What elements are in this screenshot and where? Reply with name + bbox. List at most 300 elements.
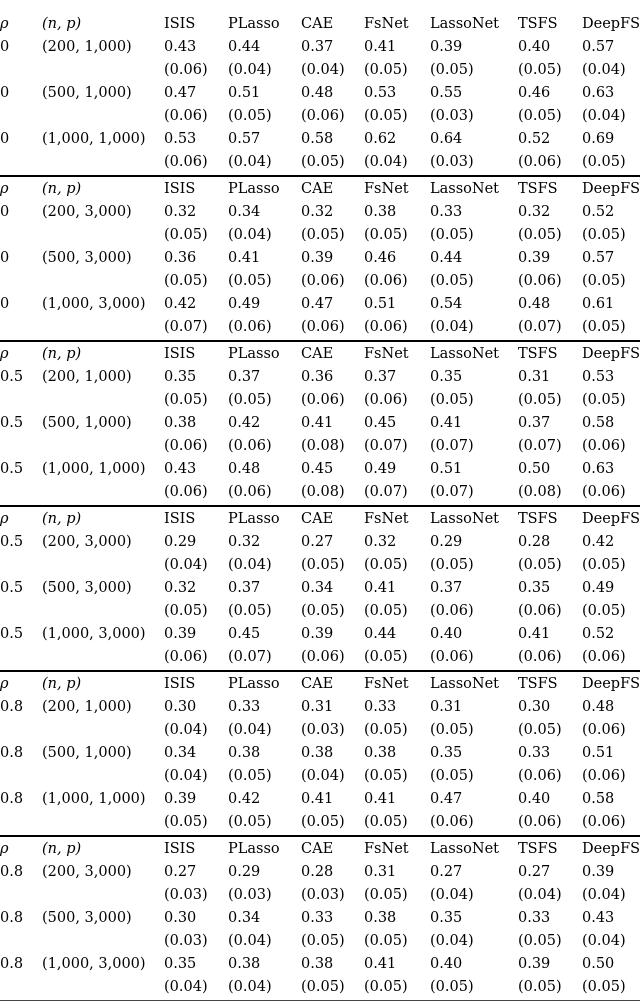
lassonet-mean-cell: 0.35 [430, 745, 463, 761]
header-plasso: PLasso [228, 346, 280, 362]
rho-cell: 0.5 [0, 626, 24, 642]
lassonet-mean-cell: 0.35 [430, 910, 463, 926]
fsnet-mean-cell: 0.41 [364, 791, 397, 807]
fsnet-sd-cell: (0.05) [364, 108, 408, 124]
isis-mean-cell: 0.29 [164, 534, 197, 550]
isis-sd-cell: (0.06) [164, 108, 208, 124]
table-row [0, 366, 640, 388]
header-cae: CAE [301, 841, 334, 857]
plasso-sd-cell: (0.03) [228, 887, 272, 903]
plasso-sd-cell: (0.04) [228, 722, 272, 738]
cae-mean-cell: 0.36 [301, 369, 334, 385]
cae-sd-cell: (0.08) [301, 438, 345, 454]
fsnet-sd-cell: (0.05) [364, 557, 408, 573]
fsnet-sd-cell: (0.05) [364, 649, 408, 665]
fsnet-mean-cell: 0.44 [364, 626, 397, 642]
lassonet-mean-cell: 0.51 [430, 461, 463, 477]
plasso-sd-cell: (0.05) [228, 768, 272, 784]
plasso-sd-cell: (0.06) [228, 484, 272, 500]
fsnet-mean-cell: 0.41 [364, 580, 397, 596]
deepfs-sd-cell: (0.04) [582, 108, 626, 124]
table-sd-row [0, 719, 640, 741]
isis-mean-cell: 0.47 [164, 85, 197, 101]
isis-sd-cell: (0.05) [164, 392, 208, 408]
isis-sd-cell: (0.06) [164, 62, 208, 78]
fsnet-mean-cell: 0.38 [364, 910, 397, 926]
fsnet-mean-cell: 0.41 [364, 956, 397, 972]
plasso-mean-cell: 0.48 [228, 461, 261, 477]
deepfs-sd-cell: (0.05) [582, 227, 626, 243]
table-sd-row [0, 976, 640, 998]
tsfs-mean-cell: 0.32 [518, 204, 551, 220]
table-sd-row [0, 435, 640, 457]
rho-cell: 0.8 [0, 745, 24, 761]
fsnet-mean-cell: 0.45 [364, 415, 397, 431]
fsnet-sd-cell: (0.04) [364, 154, 408, 170]
isis-mean-cell: 0.38 [164, 415, 197, 431]
tsfs-mean-cell: 0.35 [518, 580, 551, 596]
isis-sd-cell: (0.04) [164, 722, 208, 738]
plasso-sd-cell: (0.05) [228, 108, 272, 124]
plasso-mean-cell: 0.37 [228, 369, 261, 385]
deepfs-sd-cell: (0.05) [582, 979, 626, 995]
tsfs-mean-cell: 0.28 [518, 534, 551, 550]
fsnet-sd-cell: (0.05) [364, 933, 408, 949]
rho-cell: 0.5 [0, 415, 24, 431]
cae-sd-cell: (0.03) [301, 887, 345, 903]
fsnet-mean-cell: 0.31 [364, 864, 397, 880]
cae-mean-cell: 0.45 [301, 461, 334, 477]
rho-cell: 0.8 [0, 910, 24, 926]
np-cell: (200, 3,000) [42, 534, 132, 550]
header-isis: ISIS [164, 181, 196, 197]
deepfs-mean-cell: 0.63 [582, 85, 615, 101]
lassonet-mean-cell: 0.27 [430, 864, 463, 880]
cae-mean-cell: 0.31 [301, 699, 334, 715]
lassonet-sd-cell: (0.07) [430, 484, 474, 500]
tsfs-sd-cell: (0.05) [518, 722, 562, 738]
lassonet-mean-cell: 0.31 [430, 699, 463, 715]
isis-sd-cell: (0.05) [164, 273, 208, 289]
header-plasso: PLasso [228, 16, 280, 32]
table-sd-row [0, 646, 640, 668]
tsfs-mean-cell: 0.40 [518, 39, 551, 55]
deepfs-sd-cell: (0.04) [582, 933, 626, 949]
fsnet-mean-cell: 0.49 [364, 461, 397, 477]
table-header-row [0, 178, 640, 200]
table-sd-row [0, 270, 640, 292]
np-cell: (500, 3,000) [42, 910, 132, 926]
cae-sd-cell: (0.05) [301, 979, 345, 995]
lassonet-mean-cell: 0.40 [430, 956, 463, 972]
plasso-sd-cell: (0.04) [228, 154, 272, 170]
tsfs-mean-cell: 0.46 [518, 85, 551, 101]
table-sd-row [0, 481, 640, 503]
table-sd-row [0, 151, 640, 173]
deepfs-sd-cell: (0.05) [582, 603, 626, 619]
lassonet-sd-cell: (0.05) [430, 768, 474, 784]
header-np: (n, p) [42, 841, 82, 857]
deepfs-sd-cell: (0.05) [582, 154, 626, 170]
isis-mean-cell: 0.27 [164, 864, 197, 880]
lassonet-mean-cell: 0.55 [430, 85, 463, 101]
deepfs-sd-cell: (0.06) [582, 814, 626, 830]
header-isis: ISIS [164, 676, 196, 692]
header-plasso: PLasso [228, 676, 280, 692]
header-tsfs: TSFS [518, 346, 558, 362]
isis-sd-cell: (0.03) [164, 887, 208, 903]
fsnet-sd-cell: (0.05) [364, 814, 408, 830]
header-tsfs: TSFS [518, 511, 558, 527]
rho-cell: 0 [0, 250, 10, 266]
rho-cell: 0.8 [0, 699, 24, 715]
header-lassonet: LassoNet [430, 346, 499, 362]
table-row [0, 458, 640, 480]
isis-mean-cell: 0.42 [164, 296, 197, 312]
cae-sd-cell: (0.04) [301, 768, 345, 784]
tsfs-mean-cell: 0.33 [518, 910, 551, 926]
lassonet-mean-cell: 0.47 [430, 791, 463, 807]
tsfs-mean-cell: 0.27 [518, 864, 551, 880]
lassonet-sd-cell: (0.05) [430, 227, 474, 243]
plasso-mean-cell: 0.41 [228, 250, 261, 266]
np-cell: (1,000, 3,000) [42, 956, 146, 972]
section-rule [0, 505, 640, 507]
plasso-mean-cell: 0.29 [228, 864, 261, 880]
table-sd-row [0, 105, 640, 127]
lassonet-mean-cell: 0.64 [430, 131, 463, 147]
plasso-mean-cell: 0.45 [228, 626, 261, 642]
cae-mean-cell: 0.58 [301, 131, 334, 147]
lassonet-sd-cell: (0.05) [430, 557, 474, 573]
fsnet-sd-cell: (0.05) [364, 62, 408, 78]
header-rho: ρ [0, 841, 9, 857]
header-np: (n, p) [42, 16, 82, 32]
cae-mean-cell: 0.48 [301, 85, 334, 101]
np-cell: (1,000, 1,000) [42, 791, 146, 807]
table-sd-row [0, 811, 640, 833]
plasso-mean-cell: 0.37 [228, 580, 261, 596]
tsfs-sd-cell: (0.05) [518, 979, 562, 995]
rho-cell: 0 [0, 85, 10, 101]
isis-mean-cell: 0.43 [164, 39, 197, 55]
deepfs-mean-cell: 0.39 [582, 864, 615, 880]
deepfs-mean-cell: 0.43 [582, 910, 615, 926]
table-sd-row [0, 765, 640, 787]
header-lassonet: LassoNet [430, 511, 499, 527]
isis-sd-cell: (0.06) [164, 154, 208, 170]
deepfs-mean-cell: 0.61 [582, 296, 615, 312]
isis-sd-cell: (0.05) [164, 603, 208, 619]
header-fsnet: FsNet [364, 511, 409, 527]
table-row [0, 201, 640, 223]
plasso-sd-cell: (0.04) [228, 62, 272, 78]
header-tsfs: TSFS [518, 841, 558, 857]
header-deepfs: DeepFS [582, 181, 640, 197]
np-cell: (500, 1,000) [42, 85, 132, 101]
lassonet-sd-cell: (0.03) [430, 154, 474, 170]
isis-mean-cell: 0.43 [164, 461, 197, 477]
cae-mean-cell: 0.41 [301, 415, 334, 431]
cae-sd-cell: (0.06) [301, 649, 345, 665]
table-row [0, 907, 640, 929]
plasso-mean-cell: 0.34 [228, 204, 261, 220]
fsnet-mean-cell: 0.38 [364, 745, 397, 761]
plasso-sd-cell: (0.05) [228, 273, 272, 289]
header-lassonet: LassoNet [430, 676, 499, 692]
cae-mean-cell: 0.39 [301, 626, 334, 642]
header-cae: CAE [301, 181, 334, 197]
tsfs-sd-cell: (0.08) [518, 484, 562, 500]
plasso-sd-cell: (0.06) [228, 319, 272, 335]
cae-sd-cell: (0.08) [301, 484, 345, 500]
table-row [0, 128, 640, 150]
deepfs-mean-cell: 0.57 [582, 39, 615, 55]
deepfs-mean-cell: 0.42 [582, 534, 615, 550]
tsfs-mean-cell: 0.50 [518, 461, 551, 477]
rho-cell: 0 [0, 204, 10, 220]
table-sd-row [0, 600, 640, 622]
cae-sd-cell: (0.05) [301, 933, 345, 949]
deepfs-sd-cell: (0.06) [582, 438, 626, 454]
cae-sd-cell: (0.06) [301, 108, 345, 124]
deepfs-sd-cell: (0.04) [582, 62, 626, 78]
header-lassonet: LassoNet [430, 181, 499, 197]
plasso-mean-cell: 0.38 [228, 745, 261, 761]
fsnet-mean-cell: 0.33 [364, 699, 397, 715]
isis-mean-cell: 0.30 [164, 699, 197, 715]
isis-sd-cell: (0.04) [164, 557, 208, 573]
isis-mean-cell: 0.36 [164, 250, 197, 266]
tsfs-mean-cell: 0.37 [518, 415, 551, 431]
lassonet-sd-cell: (0.06) [430, 603, 474, 619]
lassonet-sd-cell: (0.04) [430, 319, 474, 335]
section-rule [0, 340, 640, 342]
plasso-mean-cell: 0.49 [228, 296, 261, 312]
deepfs-mean-cell: 0.49 [582, 580, 615, 596]
deepfs-sd-cell: (0.06) [582, 722, 626, 738]
cae-sd-cell: (0.05) [301, 227, 345, 243]
fsnet-mean-cell: 0.41 [364, 39, 397, 55]
table-sd-row [0, 224, 640, 246]
table-row [0, 247, 640, 269]
fsnet-sd-cell: (0.06) [364, 273, 408, 289]
cae-sd-cell: (0.06) [301, 392, 345, 408]
table-row [0, 293, 640, 315]
header-deepfs: DeepFS [582, 676, 640, 692]
fsnet-sd-cell: (0.07) [364, 484, 408, 500]
deepfs-mean-cell: 0.57 [582, 250, 615, 266]
isis-mean-cell: 0.34 [164, 745, 197, 761]
fsnet-sd-cell: (0.05) [364, 227, 408, 243]
header-isis: ISIS [164, 16, 196, 32]
fsnet-mean-cell: 0.38 [364, 204, 397, 220]
header-fsnet: FsNet [364, 16, 409, 32]
isis-mean-cell: 0.53 [164, 131, 197, 147]
deepfs-mean-cell: 0.58 [582, 415, 615, 431]
deepfs-sd-cell: (0.06) [582, 649, 626, 665]
header-fsnet: FsNet [364, 181, 409, 197]
isis-mean-cell: 0.32 [164, 204, 197, 220]
header-deepfs: DeepFS [582, 16, 640, 32]
header-rho: ρ [0, 676, 9, 692]
cae-mean-cell: 0.32 [301, 204, 334, 220]
lassonet-sd-cell: (0.05) [430, 979, 474, 995]
fsnet-sd-cell: (0.06) [364, 392, 408, 408]
deepfs-sd-cell: (0.06) [582, 484, 626, 500]
cae-sd-cell: (0.06) [301, 319, 345, 335]
tsfs-mean-cell: 0.30 [518, 699, 551, 715]
table-row [0, 577, 640, 599]
header-deepfs: DeepFS [582, 346, 640, 362]
isis-sd-cell: (0.03) [164, 933, 208, 949]
cae-mean-cell: 0.33 [301, 910, 334, 926]
header-tsfs: TSFS [518, 181, 558, 197]
table-row [0, 696, 640, 718]
deepfs-mean-cell: 0.58 [582, 791, 615, 807]
header-lassonet: LassoNet [430, 16, 499, 32]
tsfs-mean-cell: 0.33 [518, 745, 551, 761]
header-cae: CAE [301, 16, 334, 32]
plasso-sd-cell: (0.06) [228, 438, 272, 454]
rho-cell: 0.5 [0, 461, 24, 477]
tsfs-mean-cell: 0.40 [518, 791, 551, 807]
plasso-sd-cell: (0.04) [228, 979, 272, 995]
header-np: (n, p) [42, 181, 82, 197]
tsfs-sd-cell: (0.05) [518, 108, 562, 124]
plasso-mean-cell: 0.42 [228, 415, 261, 431]
table-header-row [0, 508, 640, 530]
isis-sd-cell: (0.04) [164, 768, 208, 784]
np-cell: (500, 3,000) [42, 250, 132, 266]
np-cell: (1,000, 3,000) [42, 626, 146, 642]
lassonet-sd-cell: (0.05) [430, 392, 474, 408]
plasso-mean-cell: 0.44 [228, 39, 261, 55]
section-rule [0, 670, 640, 672]
tsfs-sd-cell: (0.05) [518, 227, 562, 243]
np-cell: (500, 1,000) [42, 415, 132, 431]
rho-cell: 0 [0, 131, 10, 147]
deepfs-sd-cell: (0.05) [582, 557, 626, 573]
fsnet-mean-cell: 0.37 [364, 369, 397, 385]
lassonet-sd-cell: (0.03) [430, 108, 474, 124]
table-row [0, 788, 640, 810]
isis-sd-cell: (0.05) [164, 227, 208, 243]
np-cell: (200, 1,000) [42, 39, 132, 55]
deepfs-sd-cell: (0.05) [582, 319, 626, 335]
plasso-mean-cell: 0.42 [228, 791, 261, 807]
table-header-row [0, 838, 640, 860]
deepfs-mean-cell: 0.52 [582, 204, 615, 220]
deepfs-sd-cell: (0.05) [582, 273, 626, 289]
cae-sd-cell: (0.05) [301, 814, 345, 830]
np-cell: (200, 3,000) [42, 864, 132, 880]
fsnet-mean-cell: 0.51 [364, 296, 397, 312]
rho-cell: 0.5 [0, 369, 24, 385]
fsnet-sd-cell: (0.05) [364, 722, 408, 738]
header-rho: ρ [0, 16, 9, 32]
tsfs-mean-cell: 0.39 [518, 956, 551, 972]
section-rule [0, 835, 640, 837]
lassonet-mean-cell: 0.54 [430, 296, 463, 312]
rho-cell: 0.8 [0, 864, 24, 880]
plasso-sd-cell: (0.04) [228, 227, 272, 243]
lassonet-mean-cell: 0.33 [430, 204, 463, 220]
header-fsnet: FsNet [364, 676, 409, 692]
deepfs-mean-cell: 0.50 [582, 956, 615, 972]
isis-sd-cell: (0.07) [164, 319, 208, 335]
deepfs-sd-cell: (0.05) [582, 392, 626, 408]
plasso-sd-cell: (0.05) [228, 603, 272, 619]
deepfs-sd-cell: (0.06) [582, 768, 626, 784]
cae-mean-cell: 0.34 [301, 580, 334, 596]
tsfs-sd-cell: (0.05) [518, 392, 562, 408]
np-cell: (500, 1,000) [42, 745, 132, 761]
header-np: (n, p) [42, 346, 82, 362]
table-row [0, 531, 640, 553]
tsfs-sd-cell: (0.05) [518, 557, 562, 573]
isis-sd-cell: (0.06) [164, 484, 208, 500]
lassonet-mean-cell: 0.35 [430, 369, 463, 385]
header-isis: ISIS [164, 346, 196, 362]
lassonet-sd-cell: (0.07) [430, 438, 474, 454]
cae-sd-cell: (0.05) [301, 557, 345, 573]
cae-sd-cell: (0.05) [301, 603, 345, 619]
np-cell: (200, 3,000) [42, 204, 132, 220]
isis-sd-cell: (0.06) [164, 649, 208, 665]
rho-cell: 0 [0, 39, 10, 55]
header-cae: CAE [301, 511, 334, 527]
lassonet-sd-cell: (0.04) [430, 887, 474, 903]
header-rho: ρ [0, 511, 9, 527]
np-cell: (1,000, 1,000) [42, 461, 146, 477]
table-row [0, 412, 640, 434]
isis-mean-cell: 0.35 [164, 369, 197, 385]
cae-sd-cell: (0.05) [301, 154, 345, 170]
table-sd-row [0, 316, 640, 338]
plasso-mean-cell: 0.33 [228, 699, 261, 715]
cae-mean-cell: 0.37 [301, 39, 334, 55]
plasso-sd-cell: (0.05) [228, 392, 272, 408]
lassonet-mean-cell: 0.44 [430, 250, 463, 266]
plasso-sd-cell: (0.07) [228, 649, 272, 665]
deepfs-mean-cell: 0.53 [582, 369, 615, 385]
tsfs-mean-cell: 0.41 [518, 626, 551, 642]
deepfs-mean-cell: 0.51 [582, 745, 615, 761]
cae-mean-cell: 0.38 [301, 956, 334, 972]
table-sd-row [0, 884, 640, 906]
header-tsfs: TSFS [518, 16, 558, 32]
isis-mean-cell: 0.39 [164, 791, 197, 807]
np-cell: (1,000, 3,000) [42, 296, 146, 312]
table-row [0, 623, 640, 645]
tsfs-sd-cell: (0.06) [518, 768, 562, 784]
plasso-mean-cell: 0.34 [228, 910, 261, 926]
deepfs-mean-cell: 0.48 [582, 699, 615, 715]
cae-mean-cell: 0.28 [301, 864, 334, 880]
header-deepfs: DeepFS [582, 511, 640, 527]
header-np: (n, p) [42, 511, 82, 527]
cae-sd-cell: (0.06) [301, 273, 345, 289]
plasso-sd-cell: (0.05) [228, 814, 272, 830]
table-row [0, 953, 640, 975]
header-rho: ρ [0, 346, 9, 362]
header-cae: CAE [301, 346, 334, 362]
tsfs-sd-cell: (0.06) [518, 154, 562, 170]
lassonet-mean-cell: 0.40 [430, 626, 463, 642]
tsfs-sd-cell: (0.06) [518, 273, 562, 289]
fsnet-mean-cell: 0.62 [364, 131, 397, 147]
